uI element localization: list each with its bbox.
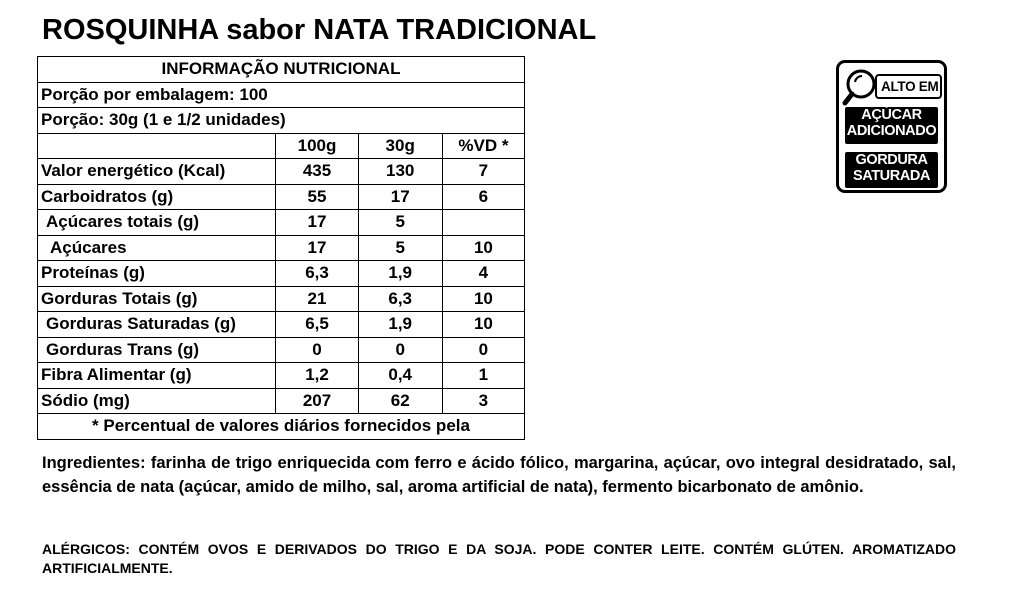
- row-value-100g: 6,5: [276, 312, 358, 338]
- row-value-100g: 6,3: [276, 261, 358, 287]
- row-label: Carboidratos (g): [38, 184, 276, 210]
- row-label: Açúcares: [38, 235, 276, 261]
- table-row: [38, 337, 525, 363]
- product-title: ROSQUINHA sabor NATA TRADICIONAL: [42, 14, 597, 46]
- row-value-portion: 5: [358, 210, 442, 236]
- row-value-100g: 435: [276, 159, 358, 185]
- table-footnote: * Percentual de valores diários fornecidos pela: [38, 414, 525, 440]
- row-value-portion: 17: [358, 184, 442, 210]
- high-in-label: ALTO EM: [875, 74, 942, 99]
- row-value-portion: 0,4: [358, 363, 442, 389]
- row-value-vd: 4: [442, 261, 524, 287]
- row-label: Fibra Alimentar (g): [38, 363, 276, 389]
- column-header-row: [38, 133, 525, 159]
- row-value-vd: 1: [442, 363, 524, 389]
- column-header-empty: [38, 133, 276, 159]
- row-value-100g: 17: [276, 235, 358, 261]
- row-value-vd: 6: [442, 184, 524, 210]
- row-value-100g: 0: [276, 337, 358, 363]
- table-row: [38, 184, 525, 210]
- row-value-portion: 0: [358, 337, 442, 363]
- row-label: Gorduras Trans (g): [38, 337, 276, 363]
- table-row: [38, 159, 525, 185]
- added-sugar-line2: ADICIONADO: [846, 122, 937, 139]
- row-label: Gorduras Totais (g): [38, 286, 276, 312]
- column-header-vd: %VD *: [442, 133, 524, 159]
- saturated-fat-line2: SATURADA: [852, 167, 931, 184]
- row-value-100g: 17: [276, 210, 358, 236]
- added-sugar-line1: AÇÚCAR: [861, 107, 922, 123]
- row-value-100g: 207: [276, 388, 358, 414]
- row-value-vd: [442, 210, 524, 236]
- nutrition-facts-table: [37, 56, 525, 440]
- table-header-row: [38, 57, 525, 83]
- row-label: Proteínas (g): [38, 261, 276, 287]
- front-of-pack-warning-badge: [836, 60, 947, 193]
- servings-per-package: Porção por embalagem: 100: [38, 82, 525, 108]
- column-header-portion: 30g: [358, 133, 442, 159]
- servings-row: [38, 82, 525, 108]
- row-value-portion: 1,9: [358, 261, 442, 287]
- table-row: [38, 363, 525, 389]
- row-label: Valor energético (Kcal): [38, 159, 276, 185]
- row-value-vd: 3: [442, 388, 524, 414]
- row-value-100g: 1,2: [276, 363, 358, 389]
- table-row: [38, 286, 525, 312]
- saturated-fat-warning: [845, 152, 938, 188]
- row-label: Gorduras Saturadas (g): [38, 312, 276, 338]
- row-value-portion: 1,9: [358, 312, 442, 338]
- row-value-portion: 6,3: [358, 286, 442, 312]
- row-value-vd: 10: [442, 235, 524, 261]
- row-value-vd: 10: [442, 312, 524, 338]
- row-label: Açúcares totais (g): [38, 210, 276, 236]
- table-row: [38, 312, 525, 338]
- row-value-vd: 0: [442, 337, 524, 363]
- added-sugar-warning: [845, 107, 938, 144]
- table-row: [38, 388, 525, 414]
- footnote-row: [38, 414, 525, 440]
- row-value-100g: 21: [276, 286, 358, 312]
- column-header-100g: 100g: [276, 133, 358, 159]
- row-value-100g: 55: [276, 184, 358, 210]
- table-row: [38, 210, 525, 236]
- table-header: INFORMAÇÃO NUTRICIONAL: [38, 57, 525, 83]
- row-label: Sódio (mg): [38, 388, 276, 414]
- row-value-portion: 62: [358, 388, 442, 414]
- table-row: [38, 261, 525, 287]
- ingredients-text: Ingredientes: farinha de trigo enriquecida com ferro e ácido fólico, margarina, açúcar, ovo integral desidratado, sal, essência de nata (açúcar, amido de milho, sal, aroma artificial de nata), fermento bicarbonato de amônio.: [42, 454, 956, 496]
- serving-size-row: [38, 108, 525, 134]
- table-row: [38, 235, 525, 261]
- row-value-vd: 10: [442, 286, 524, 312]
- serving-size: Porção: 30g (1 e 1/2 unidades): [38, 108, 525, 134]
- row-value-portion: 5: [358, 235, 442, 261]
- saturated-fat-line1: GORDURA: [855, 152, 928, 168]
- allergens-text: ALÉRGICOS: CONTÉM OVOS E DERIVADOS DO TRIGO E DA SOJA. PODE CONTER LEITE. CONTÉM GLÚTEN. AROMATIZADO ARTIFICIALMENTE.: [42, 541, 956, 576]
- row-value-vd: 7: [442, 159, 524, 185]
- row-value-portion: 130: [358, 159, 442, 185]
